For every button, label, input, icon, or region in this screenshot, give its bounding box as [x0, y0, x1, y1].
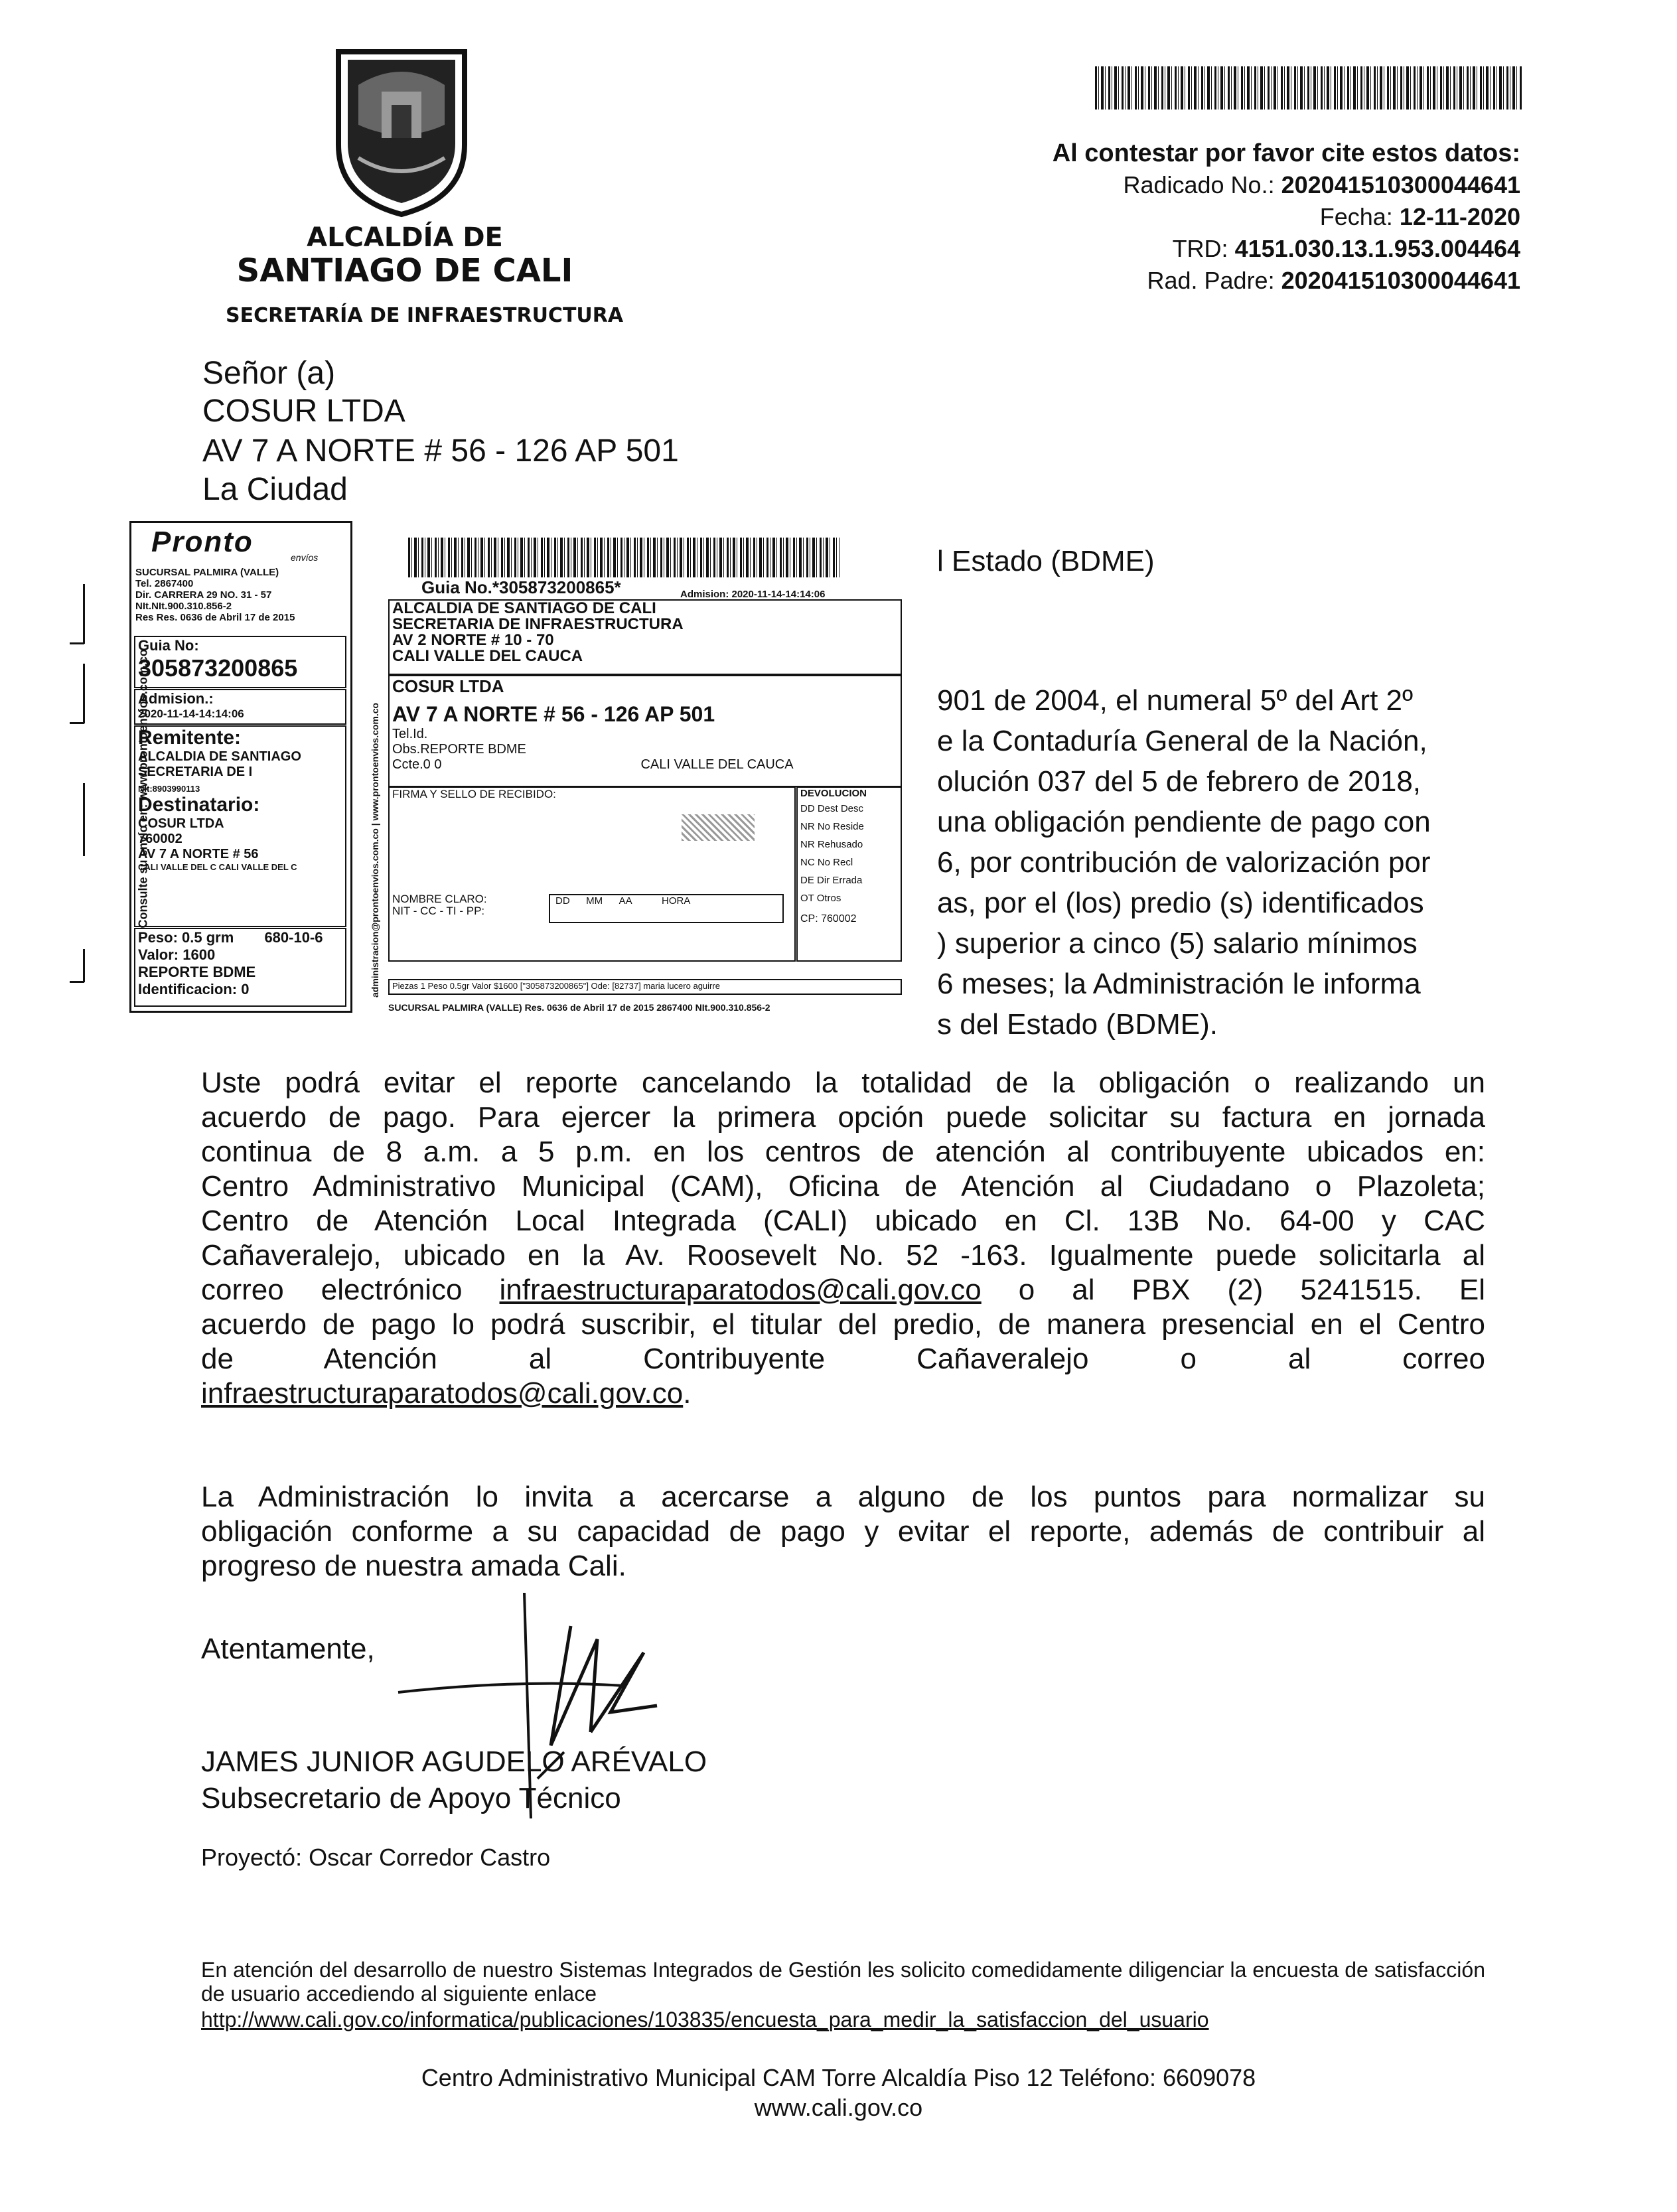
sender-box: ALCALDIA DE SANTIAGO DE CALI SECRETARIA DE INFRAESTRUCTURA AV 2 NORTE # 10 - 70 CALI VALLE DEL CAUCA [388, 599, 902, 675]
courier-stamp [96, 514, 912, 1039]
coat-of-arms-logo [332, 45, 471, 218]
side-email-text: administracion@prontoenvios.com.co | www.prontoenvios.com.co [370, 702, 380, 997]
recipient-name: COSUR LTDA [202, 394, 405, 429]
devolucion-box: DEVOLUCION DD Dest Desc NR No Reside NR Rehusado NC No Recl DE Dir Errada OT Otros CP: 760002 [796, 786, 902, 962]
pronto-logo: Pronto [151, 526, 254, 558]
partial-line-2: e la Contaduría General de la Nación, [937, 725, 1427, 757]
partial-line-4: una obligación pendiente de pago con [937, 806, 1431, 838]
footer-address: Centro Administrativo Municipal CAM Torre Alcaldía Piso 12 Teléfono: 6609078 [421, 2064, 1256, 2091]
guia-box: Guia No: 305873200865 [134, 636, 346, 688]
survey-text: En atención del desarrollo de nuestro Sistemas Integrados de Gestión les solicito comedidamente diligenciar la encuesta de satisfacción de usuario accediendo al siguiente enlace [201, 1958, 1485, 2006]
recipient-address: AV 7 A NORTE # 56 - 126 AP 501 [202, 433, 679, 469]
paragraph-1: Uste podrá evitar el reporte cancelando la totalidad de la obligación o realizando un acuerdo de pago. Para ejercer la primera opción puede solicitar su factura en jornada continua de 8 a.m. a 5 p.m. en los centros de atención al contribuyente ubicados en: Centro Administrativo Municipal (CAM), Oficina de Atención al Ciudadano o Plazoleta; Centro de Atención Local Integrada (CALI) ubicado en Cl. 13B No. 64-00 y CAC Cañaveralejo, ubicado en la Av. Roosevelt No. 52 -163. Igualmente puede solicitarla al correo electrónico infraestructuraparatodos@cali.gov.co o al PBX (2) 5241515. El acuerdo de pago lo podrá suscribir, el titular del predio, de manera presencial en el Centro de Atención al Contribuyente Cañaveralejo o al correo infraestructuraparatodos@cali.gov.co. [201, 1067, 1485, 1410]
left-margin-marks [63, 584, 90, 982]
guia-number: 305873200865 [138, 654, 298, 682]
partial-line-6: as, por el (los) predio (s) identificados [937, 887, 1424, 919]
partial-line-7: ) superior a cinco (5) salario mínimos [937, 927, 1418, 960]
admision-box: Admision.: 2020-11-14-14:14:06 [134, 689, 346, 725]
recipient-city: La Ciudad [202, 472, 348, 507]
cite-prompt: Al contestar por favor cite estos datos: [1052, 139, 1520, 167]
radicado-line: Radicado No.: 202041510300044641 [1123, 171, 1520, 198]
peso-box: Peso: 0.5 grm 680-10-6 Valor: 1600 REPORTE BDME Identificacion: 0 [134, 928, 346, 1007]
remitente-box: Remitente: ALCALDIA DE SANTIAGO SECRETARIA DE I NIt:8903990113 Destinatario: COSUR LTDA 760002 AV 7 A NORTE # 56 CALI VALLE DEL C CALI VALLE DEL C [134, 725, 346, 927]
trd-line: TRD: 4151.030.13.1.953.004464 [1172, 235, 1520, 262]
partial-line-0: l Estado (BDME) [937, 545, 1155, 577]
guide-barcode [408, 538, 839, 577]
department-name: SECRETARÍA DE INFRAESTRUCTURA [226, 304, 624, 327]
partial-line-1: 901 de 2004, el numeral 5º del Art 2º [937, 684, 1414, 717]
partial-line-9: s del Estado (BDME). [937, 1008, 1218, 1041]
recipient-salutation: Señor (a) [202, 356, 336, 391]
signer-name: JAMES JUNIOR AGUDELO ARÉVALO [201, 1745, 707, 1778]
paragraph-2: La Administración lo invita a acercarse a alguno de los puntos para normalizar su obligación conforme a su capacidad de pago y evitar el reporte, además de contribuir al progreso de nuestra amada Cali. [201, 1481, 1485, 1582]
receipt-left: Pronto envíos SUCURSAL PALMIRA (VALLE) Tel. 2867400 Dir. CARRERA 29 NO. 31 - 57 NIt.NIt.900.310.856-2 Res Res. 0636 de Abril 17 de 2015 Guia No: 305873200865 Admision.: 2020-11-14-14:14:06 Remitente: ALCALDIA DE SANTIAGO SECRETARIA DE I NIt:8903990113 Destinatario: COSUR LTDA 760002 AV 7 A NORTE # 56 CALI VALLE DEL C CALI VALLE DEL C Peso: 0.5 grm 680-10-6 Valor: 1600 REPORTE BDME Identificacion: 0 Consulte su envío en: www.prontoenvios.com.co [129, 521, 352, 1013]
document-barcode [1095, 66, 1523, 110]
rad-padre-line: Rad. Padre: 202041510300044641 [1147, 267, 1520, 294]
guide-right: Guia No.*305873200865* Admision: 2020-11-14-14:14:06 ALCALDIA DE SANTIAGO DE CALI SECRETARIA DE INFRAESTRUCTURA AV 2 NORTE # 10 - 70 CALI VALLE DEL CAUCA COSUR LTDA AV 7 A NORTE # 56 - 126 AP 501 Tel.Id. Obs.REPORTE BDME Ccte.0 0 CALI VALLE DEL CAUCA FIRMA Y SELLO DE RECIBIDO: NOMBRE CLARO: NIT - CC - TI - PP: DD MM AA HORA DEVOLUCION DD Dest Desc NR No Reside NR Rehusado NC No Recl DE Dir Errada OT Otros CP: 760002 Piezas 1 Peso 0.5gr Valor $1600 ["305873200865"] Ode: [82737] maria lucero aguirre SUCURSAL PALMIRA (VALLE) Res. 0636 de Abril 17 de 2015 2867400 NIt.900.310.856-2 administracion@prontoenvios.com.co | www.prontoenvios.com.co [382, 514, 912, 1032]
partial-line-8: 6 meses; la Administración le informa [937, 968, 1421, 1000]
projected-by: Proyectó: Oscar Corredor Castro [201, 1844, 551, 1871]
side-url-text: Consulte su envío en: www.prontoenvios.com.co [136, 649, 150, 928]
closing-regards: Atentamente, [201, 1633, 375, 1665]
fecha-line: Fecha: 12-11-2020 [1319, 203, 1520, 230]
email-line: correo electrónico infraestructuraparatodos@cali.gov.co o al PBX (2) 5241515. El [201, 1274, 1485, 1306]
email-link-2[interactable]: infraestructuraparatodos@cali.gov.co [201, 1377, 684, 1410]
partial-line-5: 6, por contribución de valorización por [937, 846, 1431, 879]
footer-website[interactable]: www.cali.gov.co [754, 2094, 923, 2121]
email-link[interactable]: infraestructuraparatodos@cali.gov.co [499, 1274, 982, 1306]
partial-line-3: olución 037 del 5 de febrero de 2018, [937, 765, 1422, 798]
survey-link[interactable]: http://www.cali.gov.co/informatica/publicaciones/103835/encuesta_para_medir_la_satisfaccion_del_usuario [201, 2008, 1209, 2031]
signer-title: Subsecretario de Apoyo Técnico [201, 1782, 621, 1814]
piezas-line: Piezas 1 Peso 0.5gr Valor $1600 ["305873200865"] Ode: [82737] maria lucero aguirre [388, 979, 902, 995]
institution-name: ALCALDÍA DE SANTIAGO DE CALI [236, 222, 573, 289]
addressee-box: COSUR LTDA AV 7 A NORTE # 56 - 126 AP 501 Tel.Id. Obs.REPORTE BDME Ccte.0 0 CALI VALLE DEL CAUCA [388, 675, 902, 787]
signature-box: FIRMA Y SELLO DE RECIBIDO: NOMBRE CLARO: NIT - CC - TI - PP: DD MM AA HORA [388, 786, 796, 962]
